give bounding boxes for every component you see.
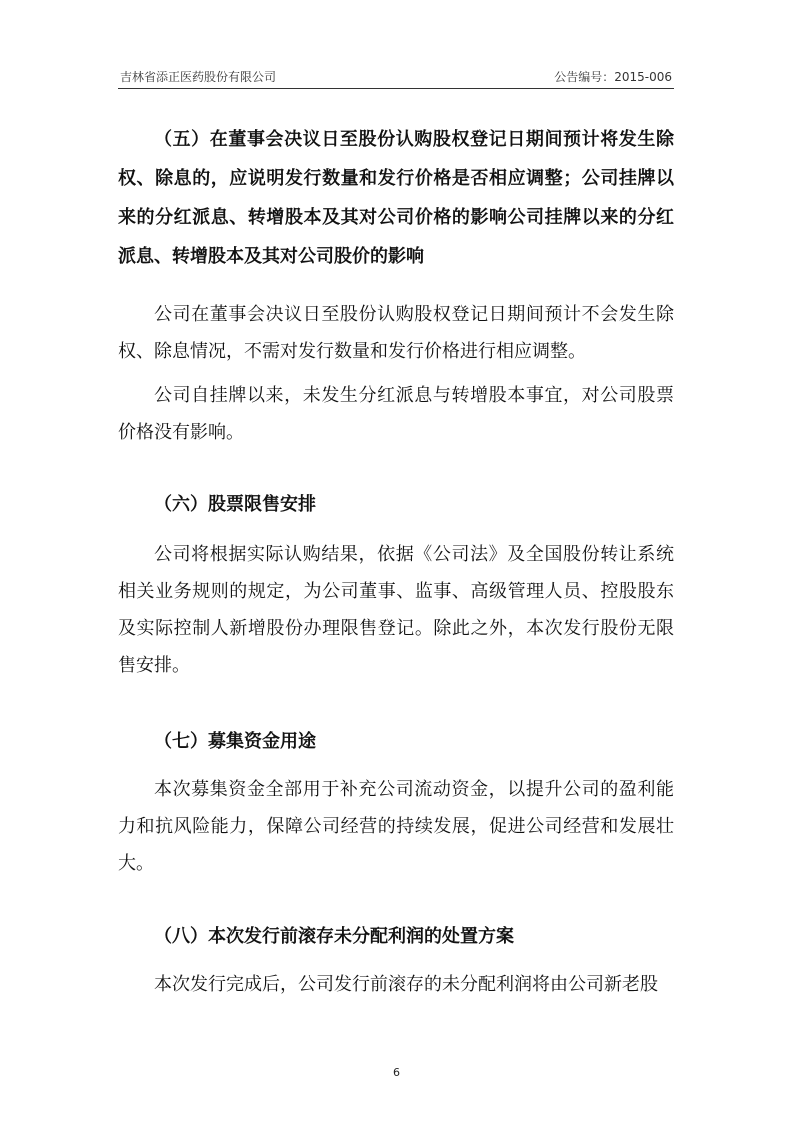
section-5-paragraph-2: 公司自挂牌以来，未发生分红派息与转增股本事宜，对公司股票价格没有影响。 [118,385,674,443]
header-doc-number: 公告编号：2015-006 [554,70,672,84]
header-company-name: 吉林省添正医药股份有限公司 [120,70,277,84]
section-7-heading: （七）募集资金用途 [154,731,316,752]
page-header [118,66,674,89]
section-8-paragraph-1: 本次发行完成后，公司发行前滚存的未分配利润将由公司新老股 [154,974,658,995]
section-6-paragraph-1: 公司将根据实际认购结果，依据《公司法》及全国股份转让系统相关业务规则的规定，为公司董事、监事、高级管理人员、控股股东及实际控制人新增股份办理限售登记。除此之外，本次发行股份无限售安排。 [118,544,674,676]
section-8-heading: （八）本次发行前滚存未分配利润的处置方案 [154,926,514,947]
section-7-paragraph-1: 本次募集资金全部用于补充公司流动资金，以提升公司的盈利能力和抗风险能力，保障公司经营的持续发展，促进公司经营和发展壮大。 [118,779,674,874]
section-5-paragraph-1: 公司在董事会决议日至股份认购股权登记日期间预计不会发生除权、除息情况，不需对发行数量和发行价格进行相应调整。 [118,304,674,362]
page-number: 6 [393,1066,400,1079]
section-6-heading: （六）股票限售安排 [154,494,316,515]
section-5-heading: （五）在董事会决议日至股份认购股权登记日期间预计将发生除权、除息的，应说明发行数量和发行价格是否相应调整；公司挂牌以来的分红派息、转增股本及其对公司价格的影响公司挂牌以来的分红派息、转增股本及其对公司股价的影响 [118,129,674,267]
